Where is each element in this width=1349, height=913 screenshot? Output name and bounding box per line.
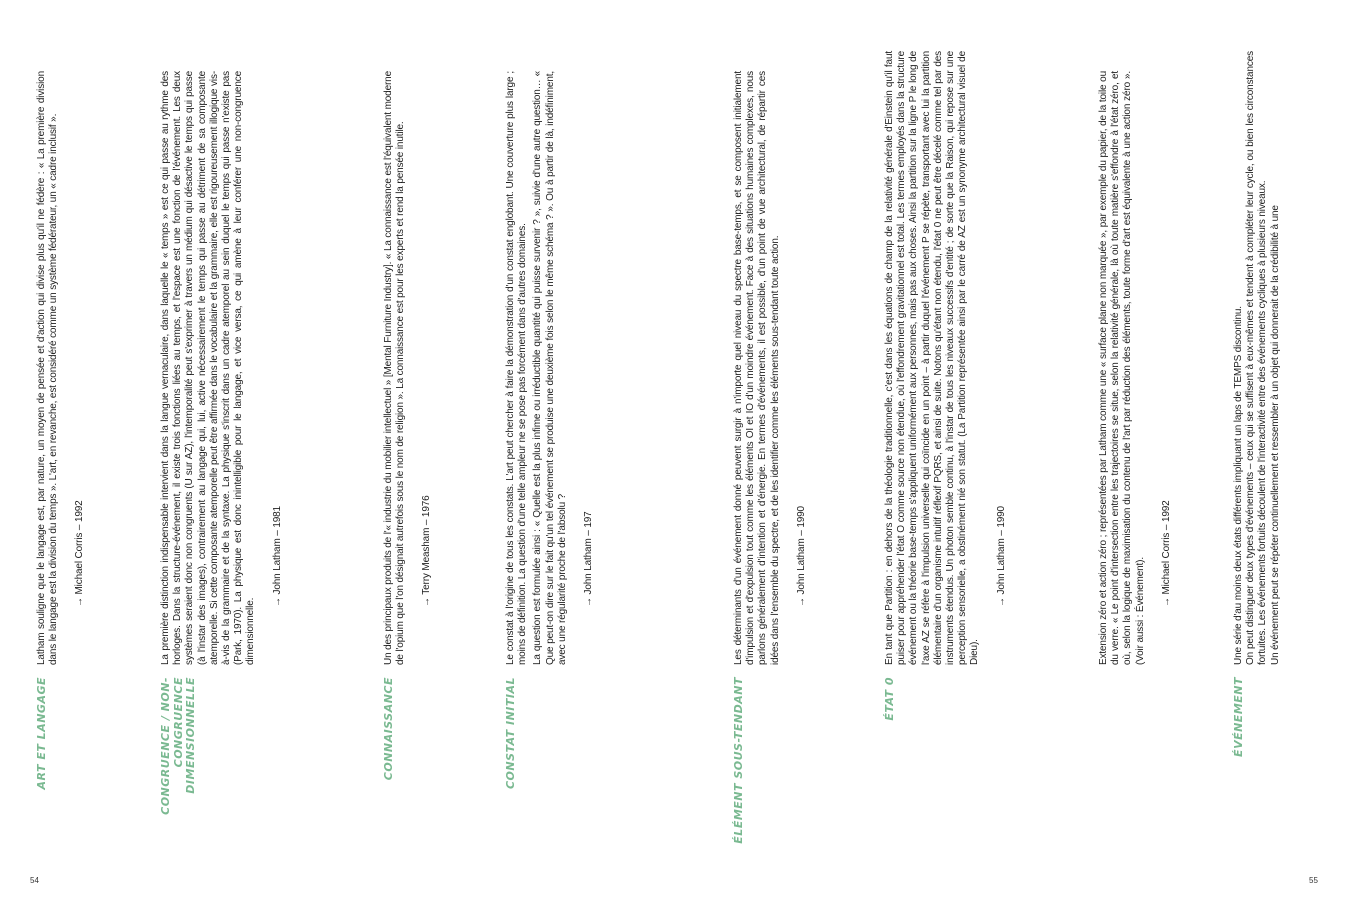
entry-paragraph: Une série d'au moins deux états différents impliquant un laps de TEMPS discontinu. bbox=[1233, 306, 1244, 665]
page-number-left: 54 bbox=[30, 876, 39, 885]
entry-body bbox=[1233, 51, 1282, 671]
entry-author: → Michael Corris – 1992 bbox=[74, 500, 86, 607]
entry-term: ÉTAT 0 bbox=[883, 677, 896, 721]
entry-author: → Michael Corris – 1992 bbox=[1160, 500, 1172, 607]
entry-body bbox=[884, 51, 1008, 671]
entry-paragraph: Le constat à l'origine de tous les constats. L'art peut chercher à faire la démonstration d'un constat englobant. Une couverture plus large ; moins de définition. La question d'une telle ampleur ne se pose pas forcément dans d'autres domaines. bbox=[505, 71, 529, 665]
entry-paragraph: La première distinction indispensable intervient dans la langue vernaculaire, dans laquelle le « temps » est ce qui passe au rythme des horloges. Dans la structure-événement, il existe trois fonctions liées au temps, et l'espace est une fonction de l'événement. Les deux systèmes seraient donc non congruents (U sur AZ), l'intemporalité peut s'exprimer à travers un médium qui désactive le temps qui passe (à l'instar des images), contrairement au langage qui, lui, active nécessairement le temps qui passe au détriment de sa composante atemporelle. Si cette composante atemporelle peut être affirmée dans le vocabulaire et la grammaire, elle est rigoureusement illogique vis-à-vis de la grammaire et de la syntaxe. La physique s'inscrit dans un cadre atemporel au sein duquel le temps qui passe n'existe pas (Park, 1970). La physique est donc inintelligible pour le langage, et vice versa, ce qui amène à leur conférer une non-congruence dimensionnelle. bbox=[160, 71, 257, 665]
glossary-entry bbox=[1232, 51, 1282, 876]
entry-author: → John Latham – 1981 bbox=[271, 506, 283, 607]
entry-paragraph: On peut distinguer deux types d'événements – ceux qui se suffisent à eux-mêmes et tendent à compléter leur cycle, ou bien les circonstances fortuites. Les événements fortuits découlent de l'interactivité entre des événements cycliques à plusieurs niveaux. bbox=[1245, 51, 1269, 665]
entry-term: ART ET LANGAGE bbox=[35, 677, 48, 790]
entry-term: ÉVÉNEMENT bbox=[1232, 677, 1245, 757]
entry-paragraph: Les déterminants d'un événement donné peuvent surgir à n'importe quel niveau du spectre base-temps, et se composent initialement d'impulsion et d'expulsion tout comme les éléments OI et IO d'un moindre événement. Face à des situations humaines complexes, nous parlons généralement d'intention et d'énergie. En termes d'événements, il est possible, d'un point de vue architectural, de répartir ces idées dans l'ensemble du spectre, et de les identifier comme les éléments sous-tendant toute action. bbox=[733, 71, 781, 665]
glossary-entry bbox=[733, 56, 808, 876]
glossary-entry bbox=[160, 56, 284, 876]
entry-term: CONNAISSANCE bbox=[382, 677, 395, 781]
glossary-entry bbox=[36, 56, 87, 876]
entry-paragraph: En tant que Partition : en dehors de la théologie traditionnelle, c'est dans les équations de champ de la relativité générale d'Einstein qu'il faut puiser pour appréhender l'état O comme source non étendue, où l'effondrement gravitationnel est total. Les termes employés dans la structure événement ou la théorie base-temps s'appliquent uniformément aux personnes, mais pas aux choses. Ainsi la partition sur la ligne P le long de l'axe AZ se réfère à l'impulsion universelle qui coïncide en un point – à partir duquel l'événement P se répète, transportant avec lui la partition élémentaire d'un organisme intuitif réflexif PQRS, et ainsi de suite. Notons qu'étant non étendu, l'état 0 ne peut être décelé comme tel par des instruments étendus. Un photon semble continu, à l'instar de tous les niveaux successifs d'entité ; de sorte que la Raison, qui repose sur une perception sensorielle, a obstinément nié son statut. (La Partition représentée ainsi par le carré de AZ est un synonyme architectural visuel de Dieu). bbox=[884, 51, 981, 665]
entry-body bbox=[1098, 71, 1173, 671]
entry-author: → John Latham – 197 bbox=[583, 511, 595, 607]
entry-paragraph: Latham souligne que le langage est, par nature, un moyen de pensée et d'action qui divise plus qu'il ne fédère : « La première division dans le langage est la division du temps ». L'art, en revanche, est considéré comme un système fédérateur, un « cadre inclusif ». bbox=[36, 71, 60, 665]
entry-paragraph: Un des principaux produits de l'« industrie du mobilier intellectuel » [Mental Furniture Industry]. « La connaissance est l'équivalent moderne de l'opium que l'on désignait autrefois sous le nom de religion ». La connaissance est pour les experts et rend la pensée inutile. bbox=[383, 71, 407, 665]
entry-paragraph: Un événement peut se répéter continuellement et ressembler à un objet qui donnerait de la crédibilité à une bbox=[1269, 205, 1281, 665]
entry-term: CONGRUENCE / NON-CONGRUENCE DIMENSIONNELLE bbox=[159, 677, 197, 815]
glossary-entry bbox=[505, 56, 595, 876]
entry-term: ÉLÉMENT SOUS-TENDANT bbox=[732, 677, 745, 844]
entry-body bbox=[383, 71, 434, 671]
entry-body bbox=[36, 71, 87, 671]
entry-term: CONSTAT INITIAL bbox=[504, 677, 517, 790]
entry-paragraph: Extension zéro et action zéro ; représentées par Latham comme une « surface plane non marquée », par exemple du papier, de la toile ou du verre. « Le point d'intersection entre les trajectoires se situe, selon la relativité générale, là où toute matière s'effondre à l'état zéro, et où, selon la logique de maximisation du contenu de l'art par réduction des éléments, toute forme d'art est équivalente à une action zéro ». (Voir aussi : Événement). bbox=[1098, 71, 1146, 665]
entry-body bbox=[505, 71, 595, 671]
glossary-entry bbox=[1098, 56, 1173, 876]
glossary-entry bbox=[383, 56, 434, 876]
entry-author: → John Latham – 1990 bbox=[995, 506, 1007, 607]
entry-paragraph: La question est formulée ainsi : « Quelle est la plus infime ou irréductible quantité qui puisse survenir ? », suivie d'une autre question… « Que peut-on dire sur le fait qu'un tel événement se produise une deuxième fois selon le même schéma ? ». Ou à partir de là, indéfiniment, avec une régularité proche de l'absolu ? bbox=[532, 71, 568, 665]
entry-author: → Terry Measham – 1976 bbox=[421, 495, 433, 607]
page-number-right: 55 bbox=[1309, 876, 1318, 885]
glossary-entry bbox=[883, 51, 1008, 876]
entry-body bbox=[733, 71, 808, 671]
entry-body bbox=[160, 71, 284, 671]
entry-author: → John Latham – 1990 bbox=[795, 506, 807, 607]
